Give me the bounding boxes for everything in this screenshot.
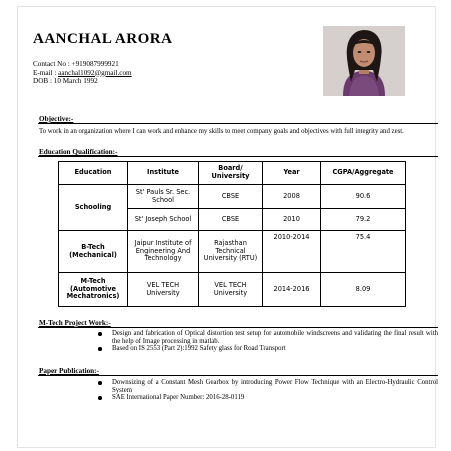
email-link[interactable]: aanchal1092@gmail.com — [58, 68, 132, 77]
year-cell: 2014-2016 — [263, 273, 321, 307]
header-education: Education — [59, 162, 128, 185]
board-cell: Rajasthan Technical University (RTU) — [199, 231, 263, 273]
table-row — [59, 231, 406, 273]
publication-rule — [38, 375, 438, 376]
institute-cell: St' Pauls Sr. Sec. School — [128, 185, 199, 209]
candidate-name: AANCHAL ARORA — [33, 31, 173, 47]
mtech-project-rule — [38, 327, 438, 328]
profile-photo — [323, 26, 405, 96]
education-heading: Education Qualification:- — [39, 148, 118, 156]
mtech-label: M-Tech (Automotive Mechatronics) — [59, 273, 128, 307]
email-label: E-mail : — [33, 68, 59, 77]
resume-page — [17, 6, 436, 448]
table-row — [59, 273, 406, 307]
year-cell: 2010 — [263, 209, 321, 231]
score-cell: 8.09 — [321, 273, 406, 307]
board-cell: CBSE — [199, 185, 263, 209]
institute-cell: Jaipur Institute of Engineering And Technology — [128, 231, 199, 273]
header-board: Board/ University — [199, 162, 263, 185]
btech-label: B-Tech (Mechanical) — [59, 231, 128, 273]
institute-cell: St' Joseph School — [128, 209, 199, 231]
contact-number: Contact No : +919087999921 — [33, 60, 119, 68]
list-item: Design and fabrication of Optical distortion test setup for automobile windscreens and validating the final result with the help of Image processing in matlab. — [98, 330, 438, 345]
mtech-project-list — [98, 330, 438, 353]
email-line — [33, 69, 132, 78]
publication-list — [98, 379, 438, 402]
score-cell: 90.6 — [321, 185, 406, 209]
institute-cell: VEL TECH University — [128, 273, 199, 307]
header-institute: Institute — [128, 162, 199, 185]
list-item: Downsizing of a Constant Mesh Gearbox by introducing Power Flow Technique with an Electro-Hydraulic Control System — [98, 379, 438, 394]
mtech-project-heading: M-Tech Project Work:- — [39, 319, 111, 327]
contact-block — [33, 60, 132, 86]
board-cell: VEL TECH University — [199, 273, 263, 307]
bullet-icon — [98, 347, 102, 351]
schooling-label: Schooling — [59, 185, 128, 231]
score-cell: 75.4 — [321, 231, 406, 273]
list-item: SAE International Paper Number: 2016-28-0119 — [98, 394, 438, 402]
bullet-icon — [98, 332, 102, 336]
board-cell: CBSE — [199, 209, 263, 231]
objective-heading: Objective:- — [39, 115, 74, 123]
year-cell: 2008 — [263, 185, 321, 209]
header-cgpa: CGPA/Aggregate — [321, 162, 406, 185]
portrait-image — [323, 26, 405, 96]
objective-rule — [38, 123, 438, 124]
table-header-row — [59, 162, 406, 185]
education-rule — [38, 156, 438, 157]
education-table — [58, 161, 406, 307]
date-of-birth: DOB : 10 March 1992 — [33, 77, 98, 85]
year-cell: 2010-2014 — [263, 231, 321, 273]
list-item: Based on IS 2553 (Part 2):1992 Safety glass for Road Transport — [98, 345, 438, 353]
score-cell: 79.2 — [321, 209, 406, 231]
bullet-icon — [98, 381, 102, 385]
table-row — [59, 185, 406, 209]
publication-heading: Paper Publication:- — [39, 367, 99, 375]
bullet-icon — [98, 396, 102, 400]
objective-text: To work in an organization where I can work and enhance my skills to meet company goals and objectives with full integrity and zest. — [39, 128, 404, 135]
header-year: Year — [263, 162, 321, 185]
